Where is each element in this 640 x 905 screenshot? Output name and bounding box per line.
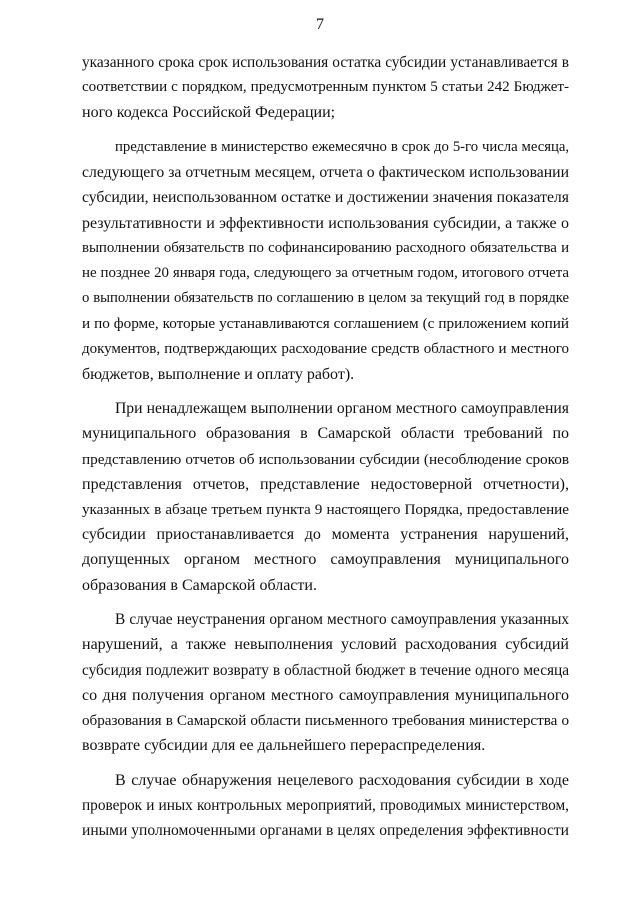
text-line: бюджетов, выполнение и оплату работ). <box>82 365 355 383</box>
text-line: В случае неустранения органом местного самоуправления указанных <box>115 611 569 629</box>
text-line: субсидия подлежит возврату в областной бюджет в течение одного месяца <box>82 661 569 679</box>
text-line: не позднее 20 января года, следующего за отчетным годом, итогового отчета <box>82 264 569 281</box>
text-line: ного кодекса Российской Федерации; <box>82 104 336 122</box>
text-line: указанного срока срок использования остатка субсидии устанавливается в <box>82 54 569 71</box>
text-line: допущенных органом местного самоуправления муниципального <box>82 551 569 569</box>
paragraph-reporting <box>82 135 569 387</box>
text-line: субсидии приостанавливается до момента устранения нарушений, <box>82 526 569 544</box>
paragraph-refund <box>82 607 569 758</box>
text-line: нарушений, а также невыполнения условий расходования субсидий <box>82 636 569 654</box>
text-line: муниципального образования в Самарской области требований по <box>82 425 569 443</box>
text-line: При ненадлежащем выполнении органом местного самоуправления <box>115 400 569 418</box>
text-line: представление в министерство ежемесячно в срок до 5-го числа месяца, <box>115 138 569 155</box>
text-line: соответствии с порядком, предусмотренным пунктом 5 статьи 242 Бюджет- <box>82 79 569 96</box>
text-line: следующего за отчетным месяцем, отчета о фактическом использовании <box>82 164 569 182</box>
text-line: образования в Самарской области. <box>82 576 317 594</box>
text-line: результативности и эффективности использования субсидии, а также о <box>82 214 569 232</box>
paragraph-misuse <box>82 768 569 844</box>
text-line: выполнении обязательств по софинансированию расходного обязательства и <box>82 239 569 256</box>
paragraph-suspension <box>82 396 569 598</box>
text-line: проверок и иных контрольных мероприятий, проводимых министерством, <box>82 796 569 814</box>
paragraph-continuation <box>82 50 569 126</box>
text-line: субсидии, неиспользованном остатке и достижении значения показателя <box>82 189 569 207</box>
text-line: о выполнении обязательств по соглашению в целом за текущий год в порядке <box>82 290 569 307</box>
page-number: 7 <box>316 16 324 33</box>
text-line: указанных в абзаце третьем пункта 9 настоящего Порядка, предоставление <box>82 501 569 519</box>
text-line: документов, подтверждающих расходование средств областного и местного <box>82 340 569 357</box>
text-line: В случае обнаружения нецелевого расходования субсидии в ходе <box>115 771 569 789</box>
text-line: и по форме, которые устанавливаются соглашением (с приложением копий <box>82 315 569 333</box>
text-line: образования в Самарской области письменного требования министерства о <box>82 711 569 729</box>
text-line: представлению отчетов об использовании субсидии (несоблюдение сроков <box>82 450 569 468</box>
text-line: возврате субсидии для ее дальнейшего перераспределения. <box>82 737 486 755</box>
text-line: представления отчетов, представление недостоверной отчетности), <box>82 475 569 493</box>
text-line: со дня получения органом местного самоуправления муниципального <box>82 686 569 704</box>
document-body <box>82 50 569 843</box>
text-line: иными уполномоченными органами в целях определения эффективности <box>82 822 569 840</box>
